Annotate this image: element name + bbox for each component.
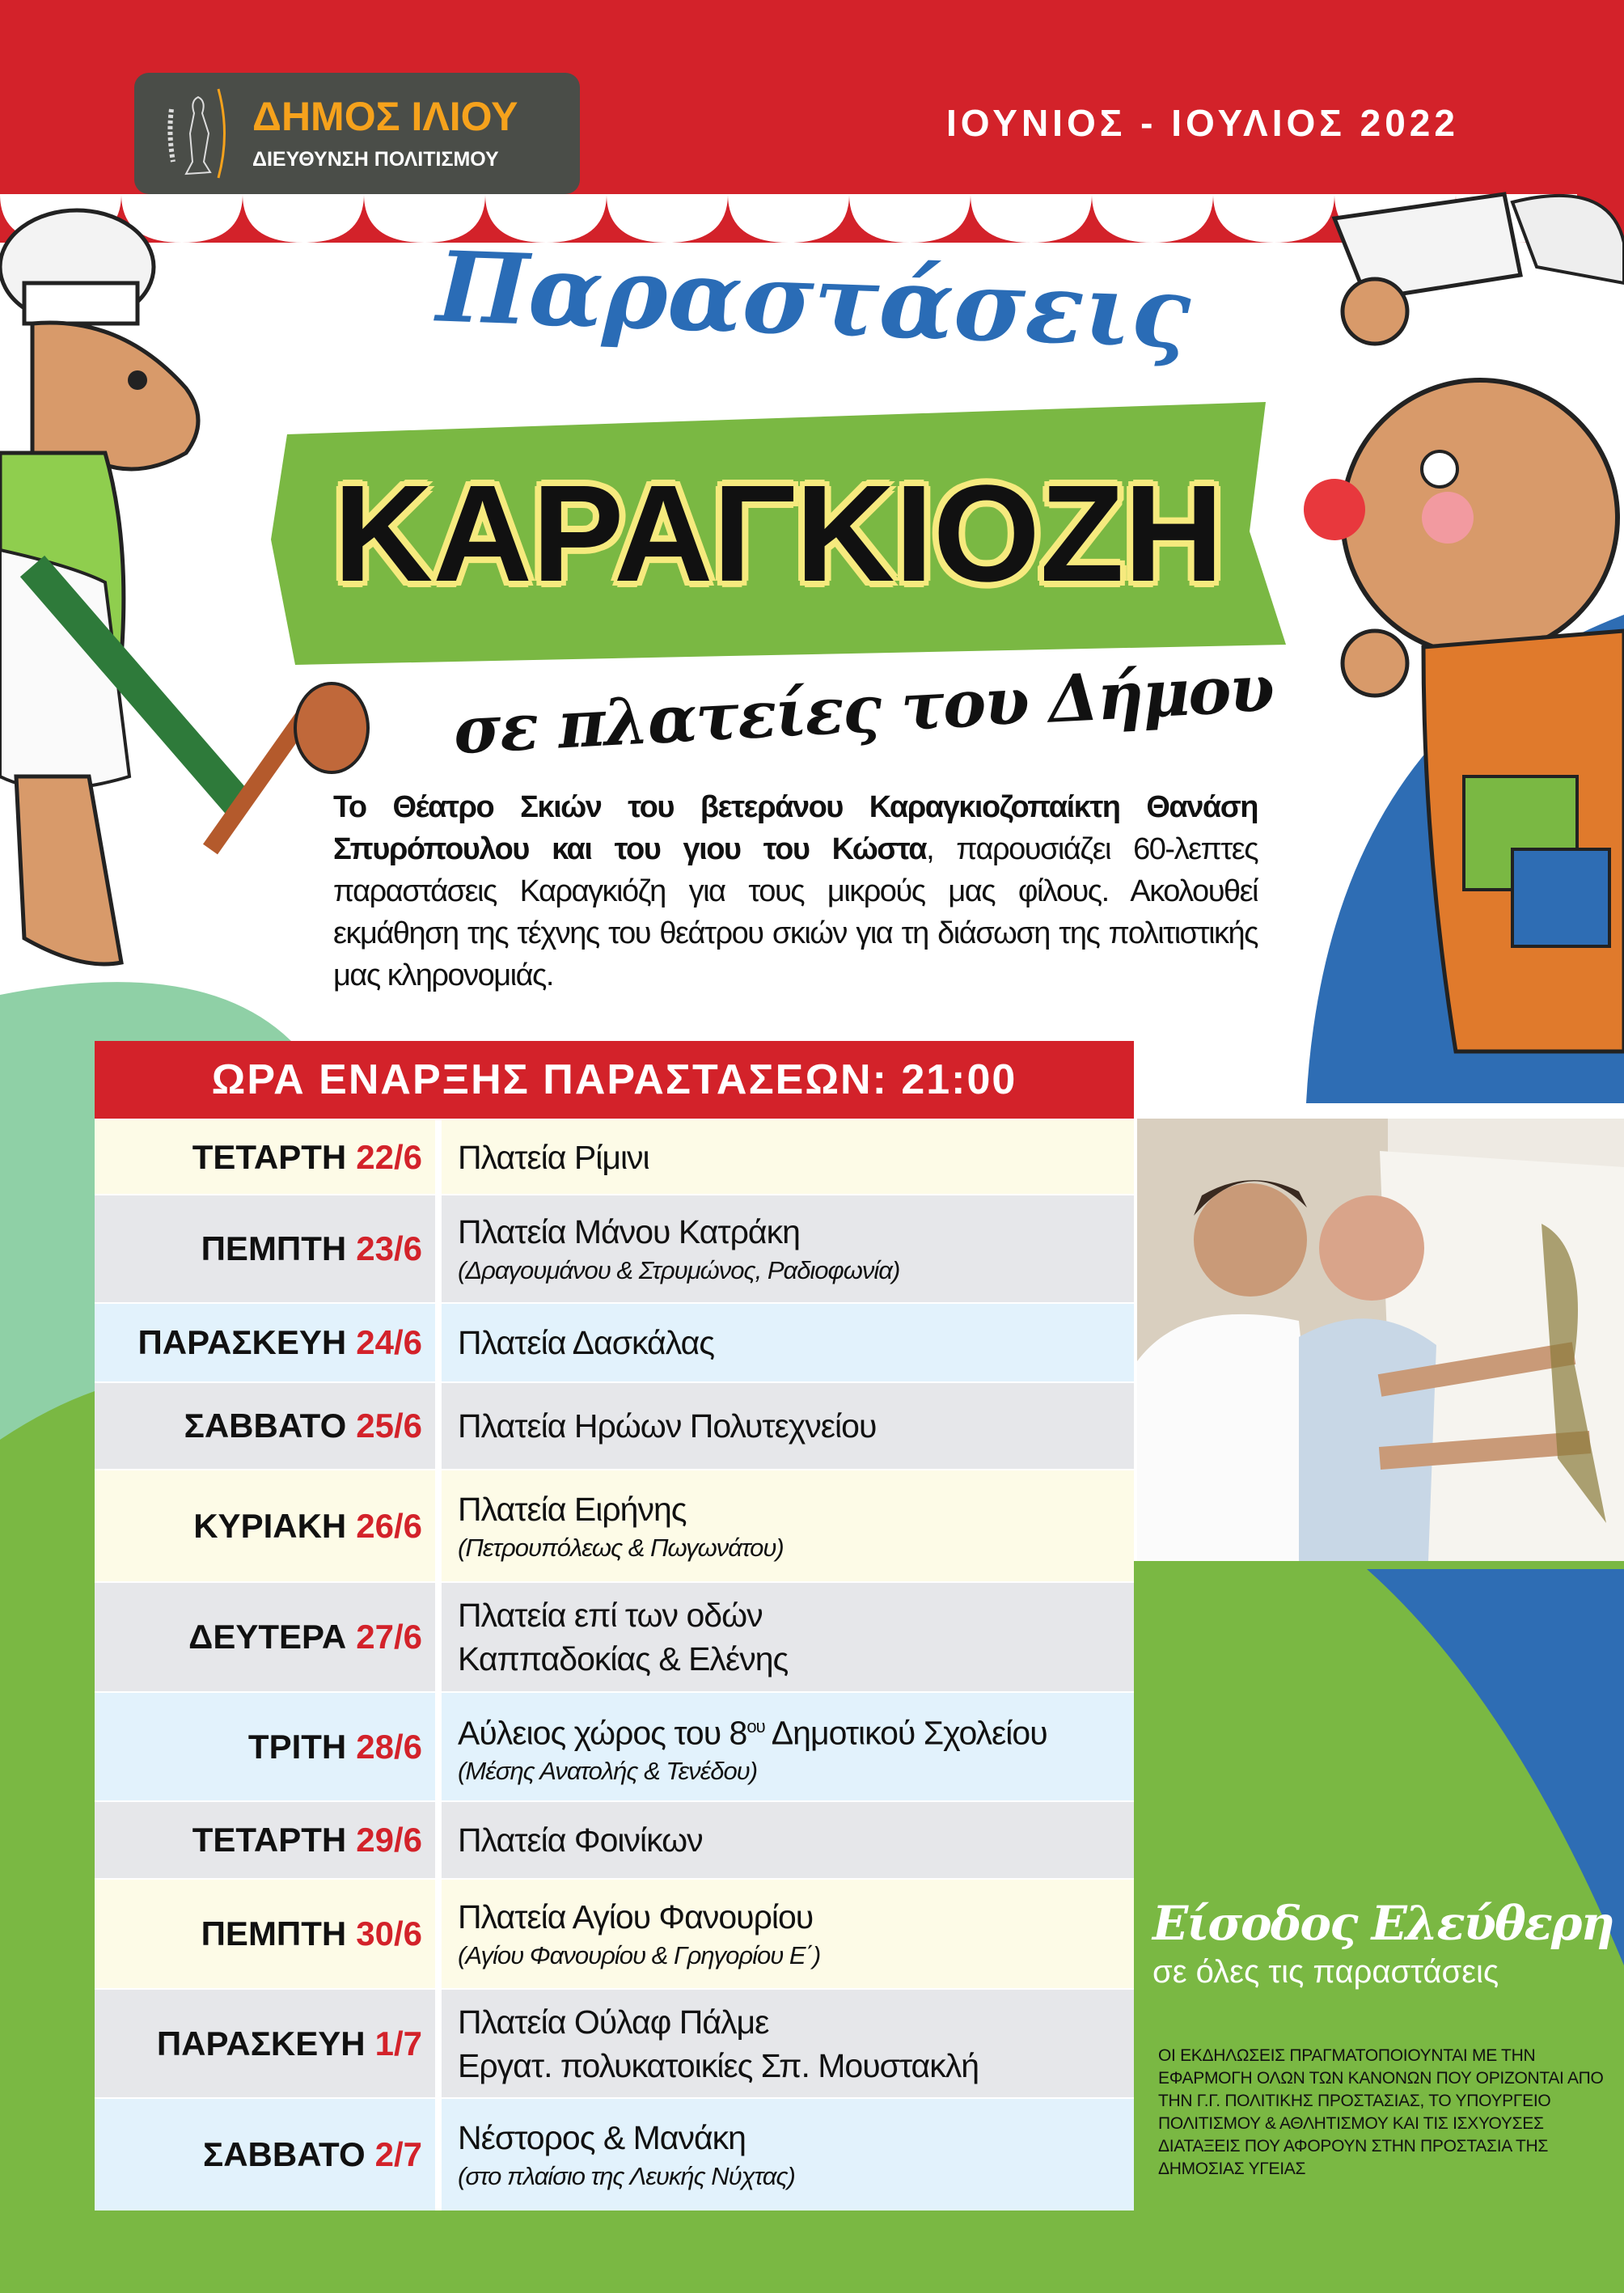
free-entry-title: Είσοδος Ελεύθερη xyxy=(1152,1896,1613,1951)
schedule-venue-cell xyxy=(442,2099,1134,2211)
org-name: ΔΗΜΟΣ ΙΛΙΟΥ xyxy=(252,93,518,139)
weekday: ΠΑΡΑΣΚΕΥΗ xyxy=(156,2024,366,2062)
schedule-venue-cell xyxy=(442,1802,1134,1878)
intro-rest: , παρουσιάζει 60-λεπτες παραστάσεις Καραγκιόζη για τους μικρούς μας φίλους. Ακολουθεί εκμάθηση της τέχνης του θεάτρου σκιών για τη διάσωση της πολιτιστικής μας κληρονομιάς. xyxy=(333,832,1258,992)
schedule-row xyxy=(95,1988,1134,2097)
schedule-day-cell xyxy=(95,1880,442,1988)
schedule-row xyxy=(95,1194,1134,1302)
venue-name: Νέστορος & Μανάκη xyxy=(458,2119,746,2156)
schedule-venue-cell xyxy=(442,1583,1134,1691)
schedule-row xyxy=(95,1878,1134,1988)
schedule-day-cell xyxy=(95,1802,442,1878)
date: 25/6 xyxy=(356,1407,422,1445)
venue-name-line2: Καππαδοκίας & Ελένης xyxy=(458,1640,789,1677)
title-performances: Παραστάσεις xyxy=(434,230,1193,370)
date: 24/6 xyxy=(356,1323,422,1361)
venue-name: Πλατεία Μάνου Κατράκη xyxy=(458,1213,800,1250)
free-entry-notice xyxy=(1152,1897,1624,1991)
schedule-day-cell xyxy=(95,1990,442,2097)
venue-name: Πλατεία Φοινίκων xyxy=(458,1821,703,1859)
weekday: ΣΑΒΒΑΤΟ xyxy=(203,2135,366,2173)
weekday: ΔΕΥΤΕΡΑ xyxy=(188,1618,347,1656)
free-entry-subtitle: σε όλες τις παραστάσεις xyxy=(1152,1953,1499,1990)
schedule-venue-cell xyxy=(442,1383,1134,1469)
venue-address: (Δραγουμάνου & Στρυμώνος, Ραδιοφωνία) xyxy=(458,1256,900,1284)
schedule-venue-cell xyxy=(442,1120,1134,1194)
venue-name: Πλατεία Ρίμινι xyxy=(458,1138,649,1176)
venue-ordinal: ου xyxy=(746,1716,765,1737)
venue-name: Αύλειος χώρος του 8 xyxy=(458,1714,747,1752)
date: 29/6 xyxy=(356,1821,422,1859)
title-subtitle: σε πλατείες του Δήμου xyxy=(451,649,1275,769)
schedule-table xyxy=(95,1041,1134,2211)
schedule-venue-cell xyxy=(442,1880,1134,1988)
schedule-day-cell xyxy=(95,1383,442,1469)
event-period: ΙΟΥΝΙΟΣ - ΙΟΥΛΙΟΣ 2022 xyxy=(946,102,1459,144)
schedule-header: ΩΡΑ ΕΝΑΡΞΗΣ ΠΑΡΑΣΤΑΣΕΩΝ: 21:00 xyxy=(95,1041,1134,1119)
date: 23/6 xyxy=(356,1229,422,1267)
venue-name: Πλατεία επί των οδών xyxy=(458,1597,763,1634)
venue-name: Πλατεία Δασκάλας xyxy=(458,1324,715,1361)
weekday: ΠΕΜΠΤΗ xyxy=(201,1914,347,1952)
schedule-day-cell xyxy=(95,1583,442,1691)
venue-name-line2: Εργατ. πολυκατοικίες Σπ. Μουστακλή xyxy=(458,2046,979,2084)
venue-address: (στο πλαίσιο της Λευκής Νύχτας) xyxy=(458,2162,795,2190)
weekday: ΤΡΙΤΗ xyxy=(247,1727,347,1766)
venue-name-end: Δημοτικού Σχολείου xyxy=(764,1714,1047,1752)
puppeteers-photo xyxy=(1137,1119,1624,1561)
date: 22/6 xyxy=(356,1137,422,1176)
org-department: ΔΙΕΥΘΥΝΣΗ ΠΟΛΙΤΙΣΜΟΥ xyxy=(252,147,499,171)
date: 27/6 xyxy=(356,1618,422,1656)
venue-address: (Αγίου Φανουρίου & Γρηγορίου Ε΄) xyxy=(458,1941,821,1969)
schedule-row xyxy=(95,1302,1134,1381)
weekday: ΠΕΜΠΤΗ xyxy=(201,1229,347,1267)
weekday: ΚΥΡΙΑΚΗ xyxy=(193,1506,347,1545)
schedule-venue-cell xyxy=(442,1693,1134,1800)
schedule-row xyxy=(95,1381,1134,1469)
health-disclaimer: ΟΙ ΕΚΔΗΛΩΣΕΙΣ ΠΡΑΓΜΑΤΟΠΟΙΟΥΝΤΑΙ ΜΕ ΤΗΝ ΕΦΑΡΜΟΓΗ ΟΛΩΝ ΤΩΝ ΚΑΝΟΝΩΝ ΠΟΥ ΟΡΙΖΟΝΤΑΙ ΑΠΟ ΤΗΝ Γ.Γ. ΠΟΛΙΤΙΚΗΣ ΠΡΟΣΤΑΣΙΑΣ, ΤΟ ΥΠΟΥΡΓΕΙΟ ΠΟΛΙΤΙΣΜΟΥ & ΑΘΛΗΤΙΣΜΟΥ ΚΑΙ ΤΙΣ ΙΣΧΥΟΥΣΕΣ ΔΙΑΤΑΞΕΙΣ ΠΟΥ ΑΦΟΡΟΥΝ ΣΤΗΝ ΠΡΟΣΤΑΣΙΑ ΤΗΣ ΔΗΜΟΣΙΑΣ ΥΓΕΙΑΣ xyxy=(1158,2046,1604,2178)
title-karagkiozi: ΚΑΡΑΓΚΙΟΖΗ xyxy=(333,457,1224,611)
schedule-row xyxy=(95,1691,1134,1800)
schedule-row xyxy=(95,1581,1134,1691)
schedule-day-cell xyxy=(95,1470,442,1581)
schedule-day-cell xyxy=(95,1195,442,1302)
municipality-emblem-icon xyxy=(162,85,235,182)
date: 26/6 xyxy=(356,1506,422,1545)
venue-address: (Πετρουπόλεως & Πωγωνάτου) xyxy=(458,1533,784,1562)
venue-name: Πλατεία Ηρώων Πολυτεχνείου xyxy=(458,1407,877,1445)
schedule-venue-cell xyxy=(442,1304,1134,1381)
weekday: ΣΑΒΒΑΤΟ xyxy=(184,1407,347,1445)
weekday: ΤΕΤΑΡΤΗ xyxy=(192,1821,347,1859)
venue-name: Πλατεία Ούλαφ Πάλμε xyxy=(458,2003,769,2041)
date: 1/7 xyxy=(374,2024,422,2062)
schedule-row xyxy=(95,1800,1134,1878)
schedule-day-cell xyxy=(95,1693,442,1800)
schedule-row xyxy=(95,1469,1134,1581)
intro-bold: Το Θέατρο Σκιών του βετεράνου Καραγκιοζοπαίκτη Θανάση Σπυρόπουλου και του γιου του Κώστα xyxy=(333,790,1258,866)
schedule-day-cell xyxy=(95,2099,442,2211)
schedule-venue-cell xyxy=(442,1195,1134,1302)
venue-name: Πλατεία Αγίου Φανουρίου xyxy=(458,1898,814,1936)
date: 2/7 xyxy=(374,2135,422,2173)
schedule-venue-cell xyxy=(442,1990,1134,2097)
schedule-day-cell xyxy=(95,1304,442,1381)
weekday: ΠΑΡΑΣΚΕΥΗ xyxy=(137,1323,347,1361)
schedule-venue-cell xyxy=(442,1470,1134,1581)
venue-address: (Μέσης Ανατολής & Τενέδου) xyxy=(458,1757,758,1786)
photo-placeholder xyxy=(1137,1119,1624,1561)
date: 30/6 xyxy=(356,1914,422,1952)
schedule-row xyxy=(95,1119,1134,1194)
date: 28/6 xyxy=(356,1727,422,1766)
venue-name: Πλατεία Ειρήνης xyxy=(458,1490,687,1528)
title-banner xyxy=(271,402,1286,665)
weekday: ΤΕΤΑΡΤΗ xyxy=(192,1137,347,1176)
schedule-row xyxy=(95,2097,1134,2211)
intro-paragraph xyxy=(333,786,1258,996)
municipality-logo xyxy=(134,73,580,194)
schedule-day-cell xyxy=(95,1120,442,1194)
